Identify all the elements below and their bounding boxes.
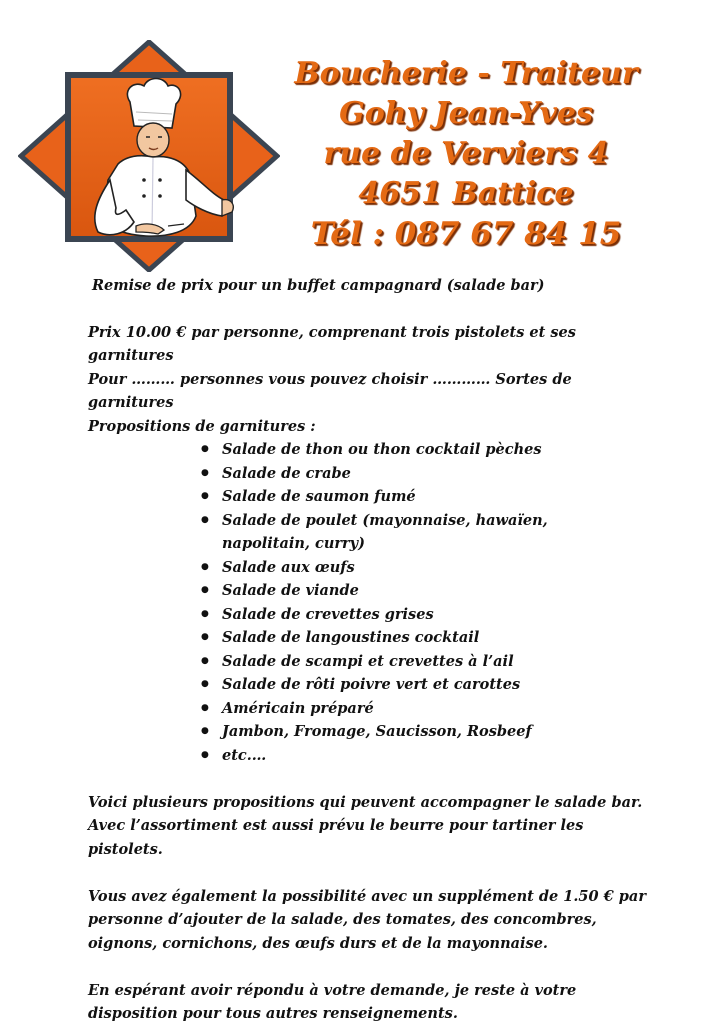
list-item: ● Salade de langoustines cocktail (88, 626, 628, 650)
list-item: ● Salade de thon ou thon cocktail pèches (88, 438, 628, 462)
list-item: ● Américain préparé (88, 697, 628, 721)
list-item: ● Salade de crabe (88, 462, 628, 486)
chef-logo (18, 40, 280, 272)
shop-name: Boucherie - Traiteur (294, 56, 638, 91)
garnish-list (88, 438, 648, 767)
list-item: ● etc.… (88, 744, 628, 768)
list-item: ● Salade de scampi et crevettes à l’ail (88, 650, 628, 674)
owner-name: Gohy Jean-Yves (339, 96, 593, 131)
propositions-label: Propositions de garnitures : (88, 417, 316, 435)
paragraph-accompaniment: Voici plusieurs propositions qui peuvent accompagner le salade bar. Avec l’assortiment est aussi prévu le beurre pour tartiner les pistolets. (88, 793, 643, 858)
list-item: ● Salade aux œufs (88, 556, 628, 580)
list-item: ● Salade de saumon fumé (88, 485, 628, 509)
street-address: rue de Verviers 4 (323, 136, 609, 171)
list-item: ● Jambon, Fromage, Saucisson, Rosbeef (88, 720, 628, 744)
list-item: ● Salade de viande (88, 579, 628, 603)
intro-line: Remise de prix pour un buffet campagnard (salade bar) (92, 277, 545, 294)
list-item: ● Salade de poulet (mayonnaise, hawaïen, napolitain, curry) (88, 509, 628, 556)
postal-city: 4651 Battice (358, 176, 574, 211)
phone-number: Tél : 087 67 84 15 (310, 216, 622, 252)
paragraph-supplement: Vous avez également la possibilité avec un supplément de 1.50 € par personne d’ajouter de la salade, des tomates, des concombres, oignons, cornichons, des œufs durs et de la mayonnaise. (88, 887, 646, 952)
shop-header (288, 54, 644, 254)
choice-line: Pour ……… personnes vous pouvez choisir ………… Sortes de garnitures (88, 370, 572, 411)
price-line: Prix 10.00 € par personne, comprenant trois pistolets et ses garnitures (88, 323, 576, 364)
letter-body (88, 274, 648, 1026)
paragraph-closing: En espérant avoir répondu à votre demande, je reste à votre disposition pour tous autres renseignements. (88, 981, 577, 1022)
list-item: ● Salade de crevettes grises (88, 603, 628, 627)
list-item: ● Salade de rôti poivre vert et carottes (88, 673, 628, 697)
